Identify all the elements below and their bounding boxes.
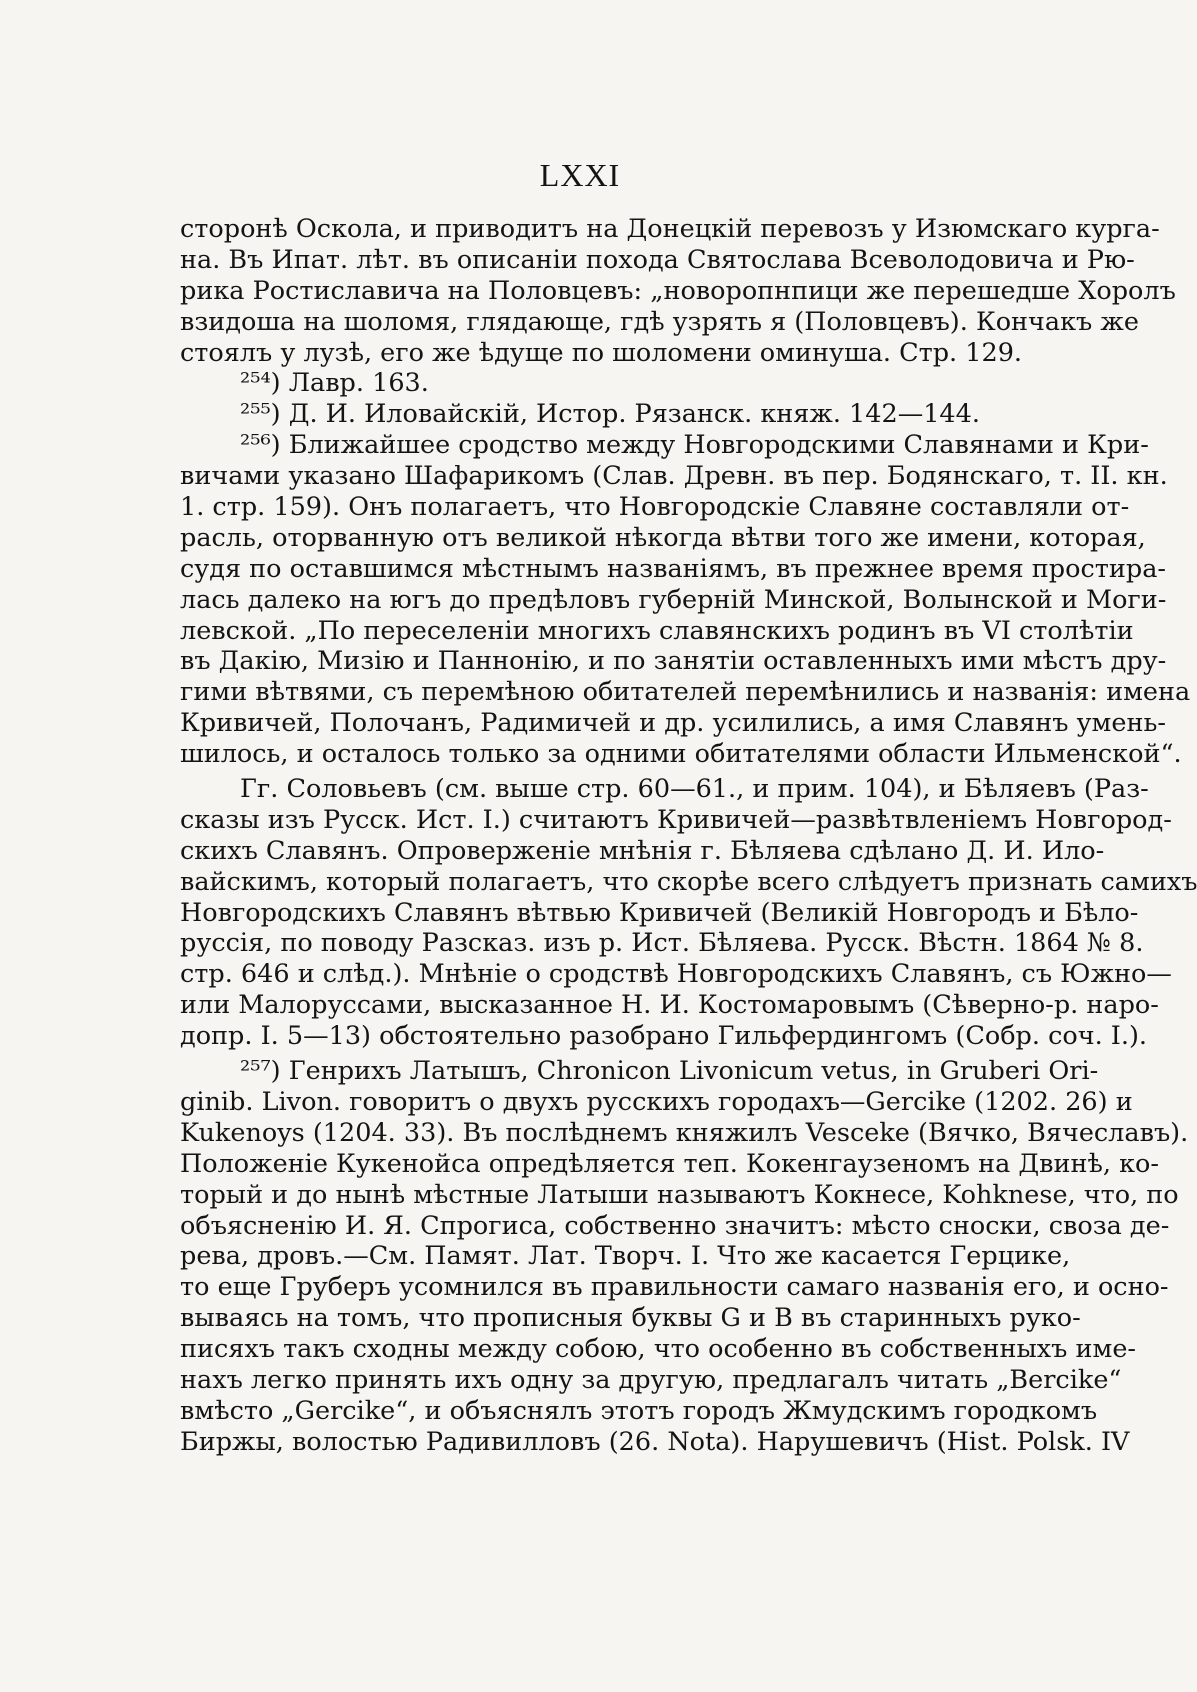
text-line: ²⁵⁷) Генрихъ Латышъ, Chronicon Livonicum vetus, in Gruberi Ori- — [240, 1056, 1099, 1087]
text-line: или Малоруссами, высказанное Н. И. Костомаровымъ (Сѣверно-р. наро- — [180, 990, 1159, 1021]
paragraph-soloviev — [180, 774, 1197, 1052]
text-line: 1. стр. 159). Онъ полагаетъ, что Новгородскіе Славяне составляли от- — [180, 492, 1130, 523]
text-line: руссія, по поводу Разсказ. изъ р. Ист. Бѣляева. Русск. Вѣстн. 1864 № 8. — [180, 928, 1144, 959]
book-page — [180, 150, 1197, 1610]
text-line: взидоша на шоломя, глядающе, гдѣ узрять я (Половцевъ). Кончакъ же — [180, 306, 1139, 337]
text-line: скихъ Славянъ. Опроверженіе мнѣнія г. Бѣляева сдѣлано Д. И. Ило- — [180, 835, 1105, 866]
text-line: Положеніе Кукенойса опредѣляется теп. Кокенгаузеномъ на Двинѣ, ко- — [180, 1148, 1160, 1179]
text-line: Новгородскихъ Славянъ вѣтвью Кривичей (Великій Новгородъ и Бѣло- — [180, 897, 1139, 928]
text-line: стоялъ у лузѣ, его же ѣдуще по шоломени оминуша. Стр. 129. — [180, 337, 1023, 368]
text-line: допр. I. 5—13) обстоятельно разобрано Гильфердингомъ (Собр. соч. I.). — [180, 1021, 1148, 1052]
footnote-254 — [180, 368, 980, 399]
text-line: писяхъ такъ сходны между собою, что особенно въ собственныхъ име- — [180, 1334, 1137, 1365]
text-line: ²⁵⁴) Лавр. 163. — [240, 368, 429, 399]
text-line: рика Ростиславича на Половцевъ: „новоропнпици же перешедше Хоролъ — [180, 275, 1176, 306]
text-line: то еще Груберъ усомнился въ правильности самаго названія его, и осно- — [180, 1272, 1169, 1303]
text-line: нахъ легко принять ихъ одну за другую, предлагалъ читать „Bercike“ — [180, 1364, 1122, 1395]
text-line: рева, дровъ.—См. Памят. Лат. Творч. I. Что же касается Герцике, — [180, 1241, 1071, 1272]
text-line: судя по оставшимся мѣстнымъ названіямъ, въ прежнее время простира- — [180, 553, 1167, 584]
text-line: вайскимъ, который полагаетъ, что скорѣе всего слѣдуетъ признать самихъ — [180, 866, 1197, 897]
text-line: Биржы, волостью Радивилловъ (26. Nota). Нарушевичъ (Hist. Polsk. IV — [180, 1426, 1130, 1457]
text-line: въ Дакію, Мизію и Паннонію, и по занятіи оставленныхъ ими мѣстъ дру- — [180, 646, 1167, 677]
footnote-257 — [180, 1056, 1189, 1458]
text-line: сказы изъ Русск. Ист. I.) считаютъ Кривичей—развѣтвленіемъ Новгород- — [180, 804, 1172, 835]
footnote-256 — [180, 430, 1191, 770]
text-line: Гг. Соловьевъ (см. выше стр. 60—61., и прим. 104), и Бѣляевъ (Раз- — [240, 774, 1149, 805]
text-line: шилось, и осталось только за одними обитателями области Ильменской“. — [180, 739, 1182, 770]
text-line: ginib. Livon. говоритъ о двухъ русскихъ городахъ—Gercike (1202. 26) и — [180, 1086, 1133, 1117]
text-line: левской. „По переселеніи многихъ славянскихъ родинъ въ VI столѣтіи — [180, 615, 1134, 646]
text-line: объясненію И. Я. Спрогиса, собственно значитъ: мѣсто сноски, своза де- — [180, 1210, 1170, 1241]
page-number: LXXI — [539, 157, 621, 193]
text-line: на. Въ Ипат. лѣт. въ описаніи похода Святослава Всеволодовича и Рю- — [180, 244, 1135, 275]
paragraph-continuation — [180, 214, 1176, 368]
text-line: Kukenoys (1204. 33). Въ послѣднемъ княжилъ Vesceke (Вячко, Вячеславъ). — [180, 1117, 1189, 1148]
text-line: вываясь на томъ, что прописныя буквы G и B въ старинныхъ руко- — [180, 1303, 1081, 1334]
text-line: Кривичей, Полочанъ, Радимичей и др. усилились, а имя Славянъ умень- — [180, 708, 1166, 739]
text-line: сторонѣ Оскола, и приводитъ на Донецкій перевозъ у Изюмскаго курга- — [180, 214, 1160, 244]
text-line: ²⁵⁵) Д. И. Иловайскій, Истор. Рязанск. княж. 142—144. — [240, 399, 980, 430]
text-line: гими вѣтвями, съ перемѣною обитателей перемѣнились и названія: имена — [180, 677, 1191, 708]
text-line: стр. 646 и слѣд.). Мнѣніе о сродствѣ Новгородскихъ Славянъ, съ Южно— — [180, 959, 1172, 990]
footnote-255 — [180, 399, 980, 430]
text-line: лась далеко на югъ до предѣловъ губерній Минской, Волынской и Моги- — [180, 584, 1167, 615]
text-line: вичами указано Шафарикомъ (Слав. Древн. въ пер. Бодянскаго, т. II. кн. — [180, 461, 1168, 492]
text-line: торый и до нынѣ мѣстные Латыши называютъ Кокнесе, Kohknese, что, по — [180, 1179, 1179, 1210]
text-line: ²⁵⁶) Ближайшее сродство между Новгородскими Славянами и Кри- — [240, 430, 1149, 461]
text-line: расль, оторванную отъ великой нѣкогда вѣтви того же имени, которая, — [180, 522, 1146, 553]
text-line: вмѣсто „Gercike“, и объяснялъ этотъ городъ Жмудскимъ городкомъ — [180, 1395, 1098, 1426]
